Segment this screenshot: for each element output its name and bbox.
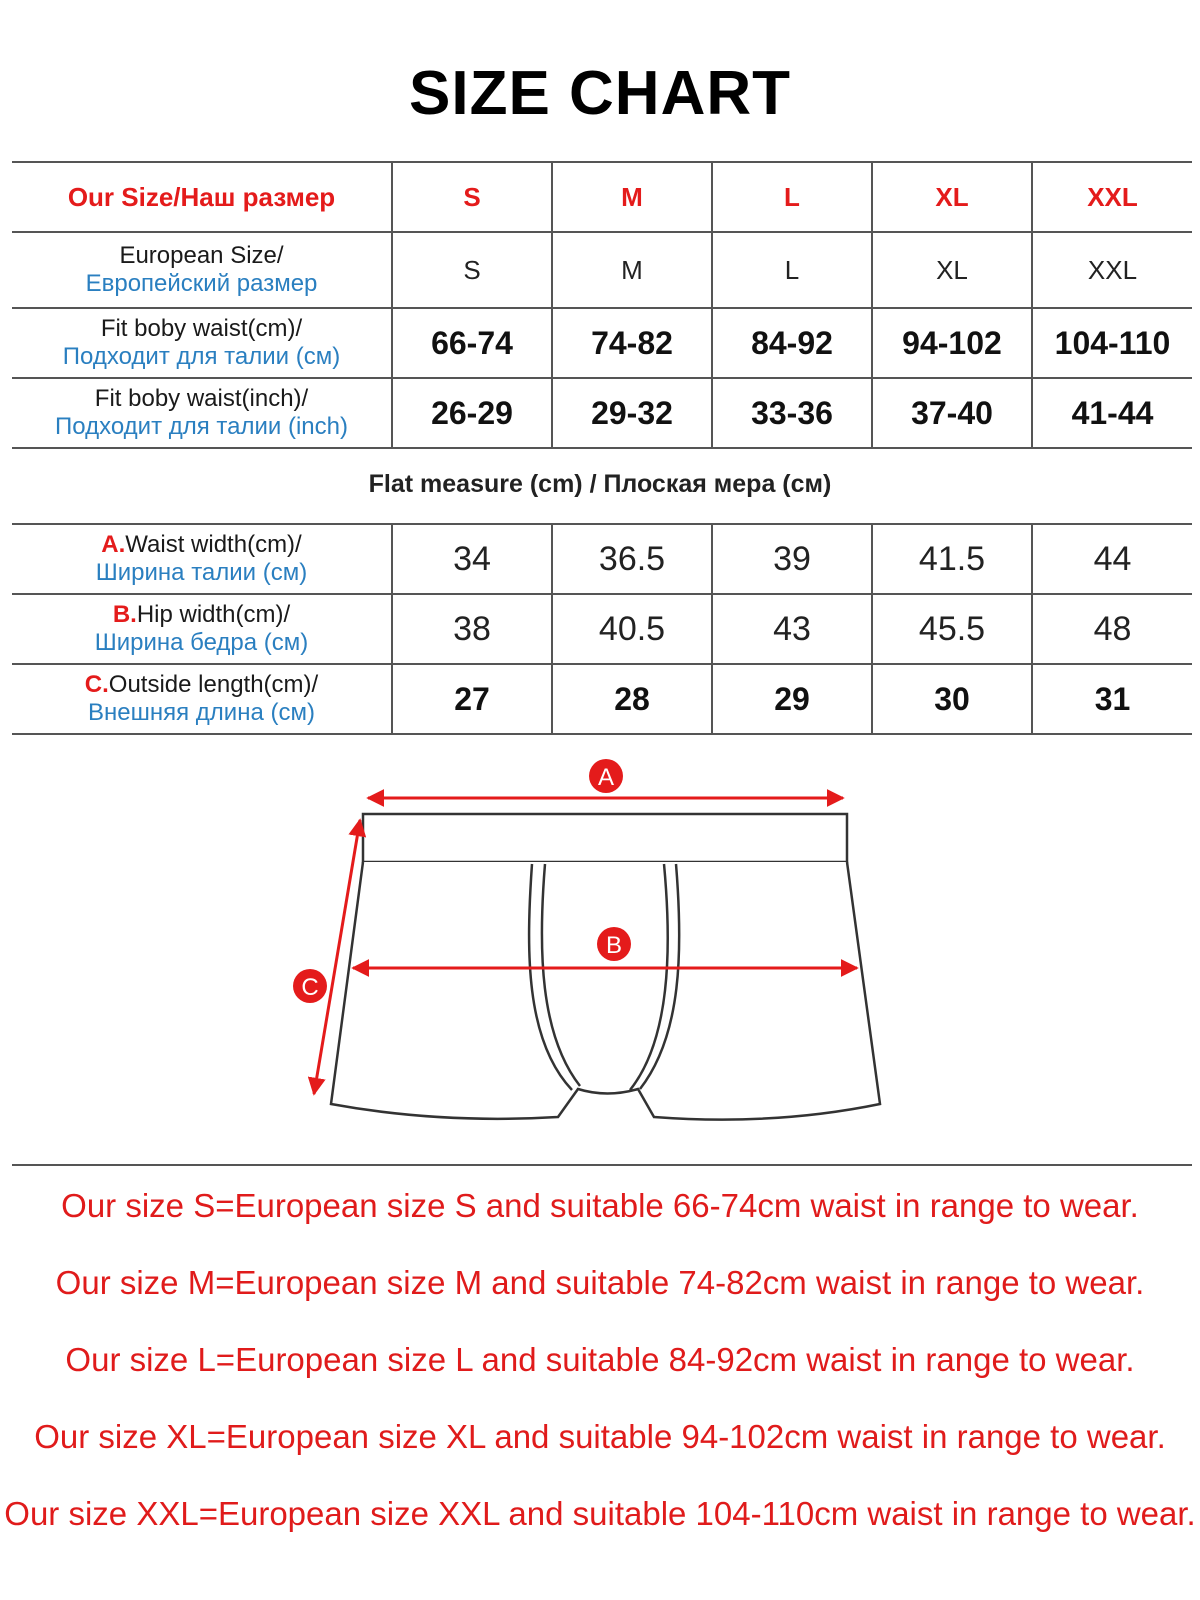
size-header: S [392, 162, 552, 232]
row-label-text: Waist width(cm)/ [125, 531, 302, 559]
waistband-outline [363, 814, 847, 862]
table-cell: 94-102 [872, 308, 1032, 378]
row-label-ru: Ширина талии (см) [95, 559, 308, 586]
flat-measure-caption: Flat measure (cm) / Плоская мера (см) [368, 470, 832, 498]
row-label-ru: Подходит для талии (см) [62, 343, 341, 370]
row-label-en: Fit boby waist(inch)/ [94, 385, 309, 413]
table-cell: 38 [392, 594, 552, 664]
table-cell: 27 [392, 664, 552, 734]
row-label-ru: Подходит для талии (inch) [55, 413, 348, 440]
table-cell: 84-92 [712, 308, 872, 378]
row-label-text: Outside length(cm)/ [108, 671, 319, 699]
table-cell: 41.5 [872, 524, 1032, 594]
size-note: Our size XL=European size XL and suitable 94-102cm waist in range to wear. [34, 1418, 1166, 1455]
row-label-en [12, 601, 391, 629]
row-label-text: Hip width(cm)/ [136, 601, 291, 629]
size-note: Our size M=European size M and suitable 74-82cm waist in range to wear. [55, 1264, 1145, 1301]
table-row [12, 378, 1192, 448]
table-cell: 74-82 [552, 308, 712, 378]
table-cell: 37-40 [872, 378, 1032, 448]
size-header: XL [872, 162, 1032, 232]
table-row [12, 524, 1192, 594]
marker-b-label: B [605, 932, 623, 959]
row-label-ru: Внешняя длина (см) [88, 699, 315, 726]
size-note: Our size S=European size S and suitable 66-74cm waist in range to wear. [61, 1187, 1139, 1224]
size-notes [0, 1186, 1200, 1571]
table-cell: 104-110 [1032, 308, 1192, 378]
table-row [12, 232, 1192, 308]
briefs-body-outline [331, 862, 880, 1120]
row-label-en [12, 671, 391, 699]
table-row-header [12, 162, 1192, 232]
row-label-en [12, 531, 391, 559]
table-cell: 28 [552, 664, 712, 734]
size-header: L [712, 162, 872, 232]
table-row [12, 594, 1192, 664]
row-label [12, 378, 392, 448]
table-cell: 29 [712, 664, 872, 734]
page-title: SIZE CHART [409, 59, 791, 128]
table-cell: 40.5 [552, 594, 712, 664]
table-cell: 44 [1032, 524, 1192, 594]
table-cell: 30 [872, 664, 1032, 734]
row-letter: B. [112, 601, 137, 629]
size-header: XXL [1032, 162, 1192, 232]
marker-a-label: A [597, 764, 615, 791]
table-cell: 33-36 [712, 378, 872, 448]
table-row [12, 308, 1192, 378]
table-cell: 36.5 [552, 524, 712, 594]
table-cell: L [712, 232, 872, 308]
table-cell: 43 [712, 594, 872, 664]
row-label-ru: Ширина бедра (см) [94, 629, 309, 656]
table-cell: S [392, 232, 552, 308]
table-cell: 41-44 [1032, 378, 1192, 448]
size-header: M [552, 162, 712, 232]
table-cell: 39 [712, 524, 872, 594]
table-cell: 34 [392, 524, 552, 594]
row-letter: A. [101, 531, 126, 559]
size-note: Our size L=European size L and suitable 84-92cm waist in range to wear. [65, 1341, 1135, 1378]
marker-c-label: C [301, 974, 319, 1001]
row-label [12, 524, 392, 594]
size-table-bottom [12, 523, 1192, 735]
table-cell: 29-32 [552, 378, 712, 448]
size-table-top [12, 161, 1192, 449]
table-cell: XL [872, 232, 1032, 308]
divider [12, 1164, 1192, 1166]
row-label [12, 594, 392, 664]
size-note: Our size XXL=European size XXL and suitable 104-110cm waist in range to wear. [4, 1495, 1196, 1532]
table-cell: 26-29 [392, 378, 552, 448]
briefs-diagram [0, 740, 1200, 1160]
row-label-en: Fit boby waist(cm)/ [100, 315, 303, 343]
row-label-en: European Size/ [119, 242, 284, 270]
header-label: Our Size/Наш размер [12, 162, 392, 232]
table-cell: 45.5 [872, 594, 1032, 664]
table-cell: 48 [1032, 594, 1192, 664]
row-letter: C. [84, 671, 109, 699]
table-cell: M [552, 232, 712, 308]
table-cell: XXL [1032, 232, 1192, 308]
table-row [12, 664, 1192, 734]
row-label [12, 308, 392, 378]
row-label [12, 232, 392, 308]
table-cell: 31 [1032, 664, 1192, 734]
row-label-ru: Европейский размер [85, 270, 318, 297]
table-cell: 66-74 [392, 308, 552, 378]
row-label [12, 664, 392, 734]
